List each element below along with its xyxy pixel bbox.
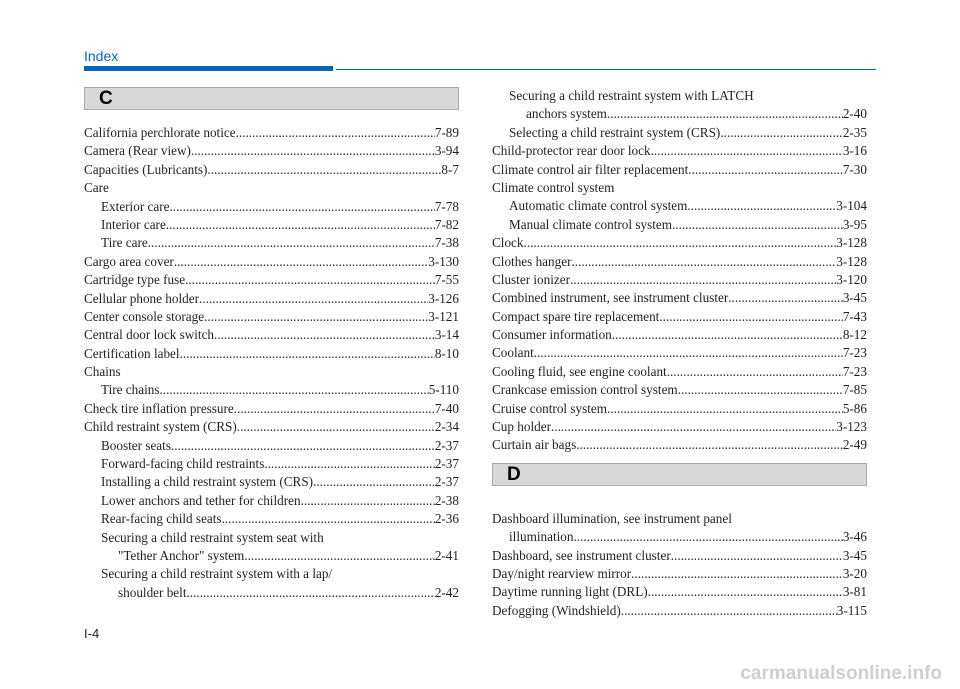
index-page-ref: 7-40 bbox=[434, 400, 459, 416]
index-term: Dashboard illumination, see instrument panel bbox=[492, 510, 732, 526]
leader-dots bbox=[571, 253, 836, 271]
index-term: Camera (Rear view) bbox=[84, 143, 191, 159]
index-page-ref: 3-46 bbox=[842, 529, 867, 545]
leader-dots bbox=[671, 547, 843, 565]
leader-dots bbox=[313, 473, 435, 491]
leader-dots bbox=[204, 308, 428, 326]
leader-dots bbox=[687, 197, 836, 215]
leader-dots bbox=[207, 161, 441, 179]
index-entry bbox=[492, 161, 867, 179]
index-term: shoulder belt bbox=[118, 584, 187, 600]
leader-dots bbox=[659, 308, 842, 326]
index-entry bbox=[492, 363, 867, 381]
index-entry bbox=[84, 124, 459, 142]
index-term: Cellular phone holder bbox=[84, 290, 199, 306]
leader-dots bbox=[688, 161, 843, 179]
leader-dots bbox=[199, 290, 428, 308]
index-term: Securing a child restraint system seat with bbox=[101, 529, 324, 545]
index-entry bbox=[84, 529, 459, 547]
section-letter-d: D bbox=[507, 463, 521, 485]
index-page-ref: 8-10 bbox=[434, 345, 459, 361]
index-entry bbox=[492, 197, 867, 215]
index-page-ref: 7-43 bbox=[842, 308, 867, 324]
header-accent-bar bbox=[84, 66, 333, 71]
leader-dots bbox=[570, 271, 836, 289]
index-entry bbox=[492, 105, 867, 123]
index-page-ref: 3-120 bbox=[836, 271, 867, 287]
leader-dots bbox=[244, 547, 435, 565]
index-entry bbox=[84, 418, 459, 436]
index-page-ref: 5-110 bbox=[428, 382, 459, 398]
index-page-ref: 7-30 bbox=[842, 161, 867, 177]
index-entry bbox=[84, 381, 459, 399]
index-entry bbox=[84, 198, 459, 216]
index-list-right-c bbox=[492, 87, 867, 455]
index-term: Clothes hanger bbox=[492, 253, 572, 269]
index-page-ref: 2-42 bbox=[434, 584, 459, 600]
index-entry bbox=[84, 271, 459, 289]
index-page-ref: 3-81 bbox=[842, 584, 867, 600]
index-term: Crankcase emission control system bbox=[492, 382, 678, 398]
watermark-text: carmanualsonline.info bbox=[740, 663, 942, 684]
leader-dots bbox=[169, 198, 434, 216]
index-entry bbox=[492, 547, 867, 565]
index-entry bbox=[492, 253, 867, 271]
page-number: I-4 bbox=[84, 626, 100, 641]
index-term: Interior care bbox=[101, 216, 166, 232]
index-term: "Tether Anchor" system bbox=[118, 547, 245, 563]
index-entry bbox=[84, 345, 459, 363]
header-rule bbox=[336, 69, 876, 70]
index-term: Check tire inflation pressure bbox=[84, 400, 234, 416]
index-page-ref: 3-95 bbox=[842, 216, 867, 232]
leader-dots bbox=[264, 455, 434, 473]
index-page-ref: 3-45 bbox=[842, 547, 867, 563]
index-page-ref: 2-38 bbox=[434, 492, 459, 508]
index-entry bbox=[84, 290, 459, 308]
index-page-ref: 3-16 bbox=[842, 143, 867, 159]
index-term: Tire care bbox=[101, 235, 148, 251]
leader-dots bbox=[187, 584, 435, 602]
index-term: Climate control air filter replacement bbox=[492, 161, 689, 177]
leader-dots bbox=[301, 492, 435, 510]
index-entry bbox=[492, 216, 867, 234]
index-term: Forward-facing child restraints bbox=[101, 456, 265, 472]
index-term: Dashboard, see instrument cluster bbox=[492, 547, 671, 563]
leader-dots bbox=[551, 418, 836, 436]
index-page-ref: 2-37 bbox=[434, 474, 459, 490]
index-term: Cooling fluid, see engine coolant bbox=[492, 363, 667, 379]
index-term: Chains bbox=[84, 364, 121, 380]
page-header-title: Index bbox=[84, 48, 119, 64]
index-term: Exterior care bbox=[101, 198, 170, 214]
leader-dots bbox=[651, 142, 843, 160]
index-term: Manual climate control system bbox=[509, 216, 672, 232]
index-entry bbox=[84, 161, 459, 179]
index-page-ref: 2-41 bbox=[434, 547, 459, 563]
index-term: Cluster ionizer bbox=[492, 271, 571, 287]
leader-dots bbox=[648, 583, 843, 601]
index-term: California perchlorate notice bbox=[84, 125, 236, 140]
leader-dots bbox=[573, 528, 842, 546]
index-entry bbox=[492, 308, 867, 326]
index-term: Defogging (Windshield) bbox=[492, 602, 621, 618]
index-entry bbox=[492, 602, 867, 620]
index-term: Booster seats bbox=[101, 437, 171, 453]
index-page-ref: 3-20 bbox=[842, 565, 867, 581]
index-term: Coolant bbox=[492, 345, 534, 361]
index-entry bbox=[84, 473, 459, 491]
leader-dots bbox=[234, 400, 435, 418]
index-page-ref: 7-89 bbox=[434, 125, 459, 140]
index-page-ref: 3-121 bbox=[428, 308, 459, 324]
index-page-ref: 8-7 bbox=[441, 161, 459, 177]
leader-dots bbox=[236, 124, 435, 142]
index-term: Tire chains bbox=[101, 382, 160, 398]
index-term: Daytime running light (DRL) bbox=[492, 584, 648, 600]
leader-dots bbox=[678, 381, 843, 399]
leader-dots bbox=[621, 602, 837, 620]
index-term: Automatic climate control system bbox=[509, 198, 688, 214]
index-entry bbox=[84, 455, 459, 473]
leader-dots bbox=[534, 344, 843, 362]
index-page-ref: 3-130 bbox=[428, 253, 459, 269]
index-page-ref: 7-85 bbox=[842, 382, 867, 398]
leader-dots bbox=[631, 565, 843, 583]
index-term: Child restraint system (CRS) bbox=[84, 419, 237, 435]
leader-dots bbox=[607, 400, 843, 418]
index-page-ref: 3-128 bbox=[836, 253, 867, 269]
index-page-ref: 3-115 bbox=[836, 602, 867, 618]
index-entry bbox=[84, 216, 459, 234]
index-page-ref: 2-37 bbox=[434, 456, 459, 472]
index-page-ref: 3-104 bbox=[836, 198, 867, 214]
index-page-ref: 3-45 bbox=[842, 290, 867, 306]
index-entry bbox=[492, 271, 867, 289]
index-term: Cargo area cover bbox=[84, 253, 174, 269]
index-page-ref: 8-12 bbox=[842, 327, 867, 343]
index-entry bbox=[84, 584, 459, 602]
index-entry bbox=[84, 547, 459, 565]
leader-dots bbox=[214, 326, 435, 344]
index-entry bbox=[84, 142, 459, 160]
index-entry bbox=[84, 179, 459, 197]
index-term: Curtain air bags bbox=[492, 437, 577, 453]
index-term: illumination bbox=[509, 529, 574, 545]
index-page-ref: 7-55 bbox=[434, 272, 459, 288]
index-entry bbox=[84, 363, 459, 381]
index-page-ref: 5-86 bbox=[842, 400, 867, 416]
leader-dots bbox=[185, 271, 435, 289]
leader-dots bbox=[174, 253, 428, 271]
index-page-ref: 2-34 bbox=[434, 419, 459, 435]
index-entry bbox=[492, 528, 867, 546]
index-page-ref: 3-14 bbox=[434, 327, 459, 343]
index-entry bbox=[84, 510, 459, 528]
index-page-ref: 7-23 bbox=[842, 345, 867, 361]
index-entry bbox=[492, 565, 867, 583]
index-page-ref: 3-128 bbox=[836, 235, 867, 251]
section-letter-c: C bbox=[99, 88, 113, 109]
index-page-ref: 2-37 bbox=[434, 437, 459, 453]
leader-dots bbox=[728, 289, 843, 307]
index-term: Clock bbox=[492, 235, 524, 251]
index-term: Rear-facing child seats bbox=[101, 511, 222, 527]
index-entry bbox=[84, 492, 459, 510]
index-term: Cup holder bbox=[492, 419, 551, 435]
index-term: Cartridge type fuse bbox=[84, 272, 186, 288]
index-page-ref: 2-40 bbox=[842, 106, 867, 122]
index-term: Consumer information bbox=[492, 327, 612, 343]
index-page-ref: 7-82 bbox=[434, 216, 459, 232]
index-term: Certification label bbox=[84, 345, 180, 361]
index-entry bbox=[84, 234, 459, 252]
index-term: Capacities (Lubricants) bbox=[84, 161, 208, 177]
index-term: Securing a child restraint system with a lap/ bbox=[101, 566, 333, 582]
section-header-d bbox=[492, 463, 867, 486]
index-list-right-d bbox=[492, 510, 867, 620]
index-term: Lower anchors and tether for children bbox=[101, 492, 301, 508]
index-entry bbox=[492, 381, 867, 399]
index-term: Securing a child restraint system with LATCH bbox=[509, 88, 754, 103]
leader-dots bbox=[180, 345, 435, 363]
index-entry bbox=[84, 308, 459, 326]
index-entry bbox=[84, 437, 459, 455]
index-entry bbox=[492, 583, 867, 601]
leader-dots bbox=[607, 105, 843, 123]
index-term: Climate control system bbox=[492, 179, 615, 195]
index-term: Compact spare tire replacement bbox=[492, 308, 660, 324]
index-entry bbox=[84, 400, 459, 418]
index-entry bbox=[492, 436, 867, 454]
index-page-ref: 2-35 bbox=[842, 124, 867, 140]
leader-dots bbox=[148, 234, 435, 252]
index-page-ref: 7-23 bbox=[842, 363, 867, 379]
index-entry bbox=[84, 565, 459, 583]
index-entry bbox=[492, 289, 867, 307]
index-term: Cruise control system bbox=[492, 400, 608, 416]
leader-dots bbox=[612, 326, 843, 344]
index-term: Central door lock switch bbox=[84, 327, 215, 343]
index-page-ref: 3-126 bbox=[428, 290, 459, 306]
index-term: Center console storage bbox=[84, 308, 205, 324]
index-entry bbox=[84, 326, 459, 344]
leader-dots bbox=[672, 216, 843, 234]
leader-dots bbox=[524, 234, 837, 252]
index-list-left bbox=[84, 124, 459, 602]
index-entry bbox=[492, 87, 867, 105]
index-page-ref: 3-123 bbox=[836, 419, 867, 435]
index-entry bbox=[492, 326, 867, 344]
leader-dots bbox=[222, 510, 435, 528]
leader-dots bbox=[191, 142, 435, 160]
leader-dots bbox=[576, 436, 843, 454]
leader-dots bbox=[166, 216, 435, 234]
index-entry bbox=[492, 344, 867, 362]
section-header-c bbox=[84, 87, 459, 110]
index-term: Installing a child restraint system (CRS) bbox=[101, 474, 314, 490]
index-page-ref: 7-38 bbox=[434, 235, 459, 251]
index-entry bbox=[492, 510, 867, 528]
index-entry bbox=[492, 418, 867, 436]
index-entry bbox=[492, 400, 867, 418]
left-column bbox=[84, 87, 459, 602]
leader-dots bbox=[160, 381, 429, 399]
index-entry bbox=[492, 142, 867, 160]
index-entry bbox=[84, 253, 459, 271]
index-entry bbox=[492, 234, 867, 252]
leader-dots bbox=[720, 124, 842, 142]
right-column bbox=[492, 87, 867, 620]
leader-dots bbox=[171, 437, 435, 455]
index-page-ref: 2-49 bbox=[842, 437, 867, 453]
index-term: anchors system bbox=[526, 106, 607, 122]
index-term: Combined instrument, see instrument cluster bbox=[492, 290, 729, 306]
index-entry bbox=[492, 124, 867, 142]
index-page-ref: 2-36 bbox=[434, 511, 459, 527]
index-page-ref: 3-94 bbox=[434, 143, 459, 159]
leader-dots bbox=[237, 418, 435, 436]
index-term: Selecting a child restraint system (CRS) bbox=[509, 124, 721, 140]
index-entry bbox=[492, 179, 867, 197]
index-term: Day/night rearview mirror bbox=[492, 565, 632, 581]
index-page-ref: 7-78 bbox=[434, 198, 459, 214]
index-term: Child-protector rear door lock bbox=[492, 143, 651, 159]
index-term: Care bbox=[84, 180, 109, 196]
leader-dots bbox=[667, 363, 843, 381]
